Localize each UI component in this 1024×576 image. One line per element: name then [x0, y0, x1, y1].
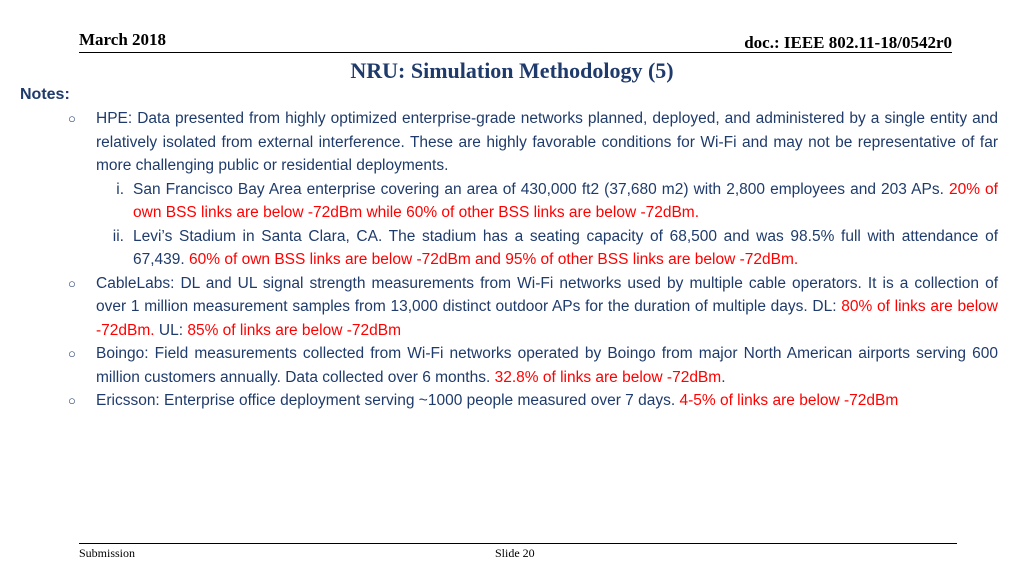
subitem-marker: i.: [116, 180, 124, 198]
levis-body: Levi’s Stadium in Santa Clara, CA. The stadium has a seating capacity of 68,500 and was 98.5% full with attendance of 67,439.: [133, 227, 998, 268]
boingo-highlight: 32.8% of links are below -72dBm: [494, 368, 722, 386]
cablelabs-text: [96, 272, 998, 343]
bullet-circle-icon: ○: [68, 275, 76, 291]
sf-bay-text: [133, 178, 998, 225]
list-item-hpe: [66, 107, 998, 178]
list-subitem-levis: [66, 225, 998, 272]
cablelabs-body: CableLabs: DL and UL signal strength measurements from Wi-Fi networks used by multiple cable operators. It is a collection of over 1 million measurement samples from 13,000 distinct outdoor APs for the duration of multiple days. DL:: [96, 274, 998, 315]
subitem-marker: ii.: [112, 227, 124, 245]
levis-highlight: 60% of own BSS links are below -72dBm and 95% of other BSS links are below -72dBm.: [189, 251, 799, 268]
cablelabs-dl-highlight: 80% of links are below -72dBm.: [96, 298, 998, 339]
bullet-circle-icon: ○: [68, 111, 76, 126]
bullet-circle-icon: ○: [68, 346, 76, 361]
header-divider: [79, 52, 952, 53]
boingo-text: [96, 342, 998, 389]
list-item-boingo: [66, 342, 998, 389]
ericsson-highlight: 4-5% of links are below -72dBm: [679, 392, 899, 409]
bullet-circle-icon: ○: [68, 393, 76, 408]
boingo-body: Boingo: Field measurements collected from Wi-Fi networks operated by Boingo from major North American airports serving 600 million customers annually. Data collected over 6 months.: [96, 345, 998, 386]
ericsson-text: [96, 389, 998, 413]
list-subitem-sf-bay: [66, 178, 998, 225]
levis-text: [133, 225, 998, 272]
ericsson-body: Ericsson: Enterprise office deployment serving ~1000 people measured over 7 days.: [96, 392, 680, 409]
notes-list: [66, 107, 998, 413]
footer-submission: Submission: [79, 546, 136, 560]
header-doc-id: doc.: IEEE 802.11-18/0542r0: [744, 33, 952, 52]
cablelabs-ul-highlight: 85% of links are below -72dBm: [187, 321, 401, 339]
notes-label: Notes:: [20, 86, 70, 103]
list-item-cablelabs: [66, 272, 998, 343]
cablelabs-ul-label: UL:: [154, 321, 188, 339]
hpe-text: HPE: Data presented from highly optimized enterprise-grade networks planned, deployed, and administered by a single entity and relatively isolated from external interference. These are highly favorable conditions for Wi-Fi and may not be representative of far more challenging public or residential deployments.: [96, 110, 998, 174]
sf-bay-highlight: 20% of own BSS links are below -72dBm while 60% of other BSS links are below -72dBm.: [133, 180, 998, 221]
header-date: March 2018: [79, 30, 167, 49]
sf-bay-body: San Francisco Bay Area enterprise covering an area of 430,000 ft2 (37,680 m2) with 2,800 employees and 203 APs.: [133, 180, 949, 198]
boingo-tail: .: [721, 368, 726, 386]
slide-number: Slide 20: [495, 546, 535, 560]
footer-divider: [79, 543, 957, 544]
slide-title: NRU: Simulation Methodology (5): [350, 58, 674, 83]
list-item-ericsson: [66, 389, 998, 413]
